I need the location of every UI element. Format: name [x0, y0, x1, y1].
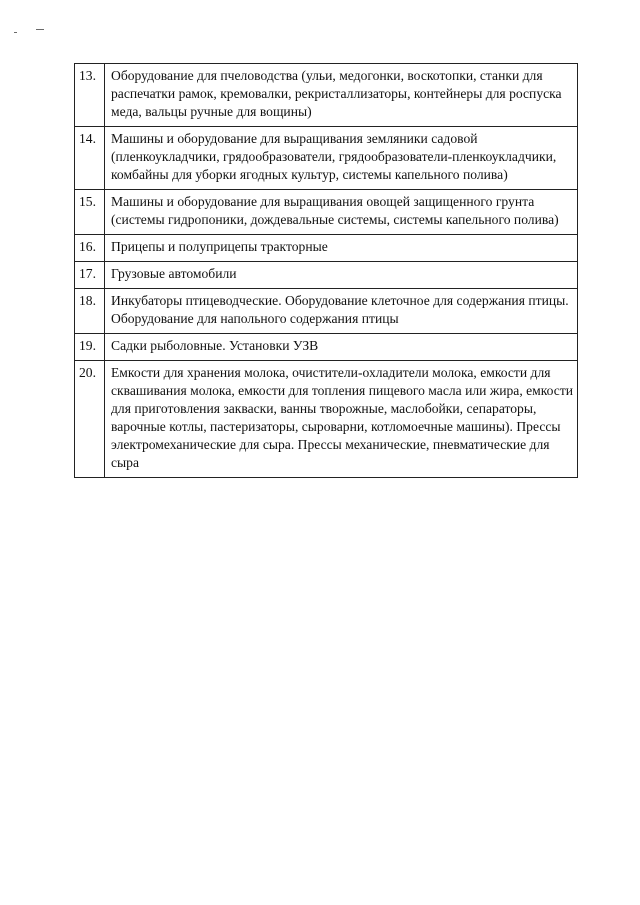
row-description: Емкости для хранения молока, очистители-охладители молока, емкости для сквашивания молока, емкости для топления пищевого масла или жира, емкости для приготовления закваски, ванны творожные, маслобойки, сепараторы, варочные котлы, пастеризаторы, сыроварни, котломоечные машины). Прессы электромеханические для сыра. Прессы механические, пневматические для сыра	[105, 361, 578, 478]
row-number: 16.	[75, 235, 105, 262]
table-row	[75, 64, 578, 127]
row-description: Прицепы и полуприцепы тракторные	[105, 235, 578, 262]
row-number: 14.	[75, 127, 105, 190]
table-row	[75, 190, 578, 235]
row-description: Садки рыболовные. Установки УЗВ	[105, 334, 578, 361]
row-description: Машины и оборудование для выращивания земляники садовой (пленкоукладчики, грядообразователи, грядообразователи-пленкоукладчики, комбайны для уборки ягодных культур, системы капельного полива)	[105, 127, 578, 190]
table-row	[75, 361, 578, 478]
scan-margin-mark	[14, 28, 48, 38]
row-number: 15.	[75, 190, 105, 235]
row-description: Инкубаторы птицеводческие. Оборудование клеточное для содержания птицы. Оборудование для напольного содержания птицы	[105, 289, 578, 334]
table-row	[75, 235, 578, 262]
row-description: Машины и оборудование для выращивания овощей защищенного грунта (системы гидропоники, дождевальные системы, системы капельного полива)	[105, 190, 578, 235]
row-number: 13.	[75, 64, 105, 127]
row-description: Оборудование для пчеловодства (ульи, медогонки, воскотопки, станки для распечатки рамок, кремовалки, рекристаллизаторы, контейнеры для роспуска меда, вальцы ручные для вощины)	[105, 64, 578, 127]
equipment-table-body	[75, 64, 578, 478]
row-number: 19.	[75, 334, 105, 361]
table-row	[75, 262, 578, 289]
table-row	[75, 127, 578, 190]
row-number: 18.	[75, 289, 105, 334]
equipment-table	[74, 63, 578, 478]
row-number: 20.	[75, 361, 105, 478]
table-row	[75, 334, 578, 361]
table-row	[75, 289, 578, 334]
row-description: Грузовые автомобили	[105, 262, 578, 289]
row-number: 17.	[75, 262, 105, 289]
